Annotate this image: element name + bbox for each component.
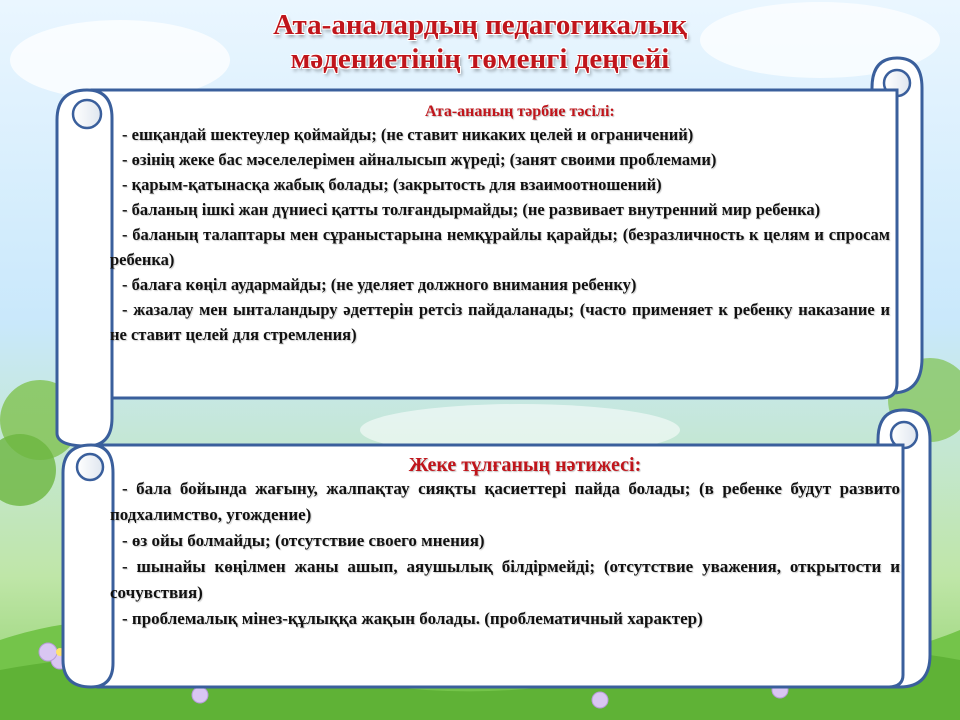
result-item: - өз ойы болмайды; (отсутствие своего мнения) — [122, 531, 485, 550]
result-item: - шынайы көңілмен жаны ашып, аяушылық білдірмейді; (отсутствие уважения, открытости и сочувствия) — [110, 557, 900, 602]
parenting-item: - ешқандай шектеулер қоймайды; (не ставит никаких целей и ограничений) — [122, 125, 694, 144]
parenting-item: - қарым-қатынасқа жабық болады; (закрытость для взаимоотношений) — [122, 175, 662, 194]
parenting-text-area — [110, 102, 890, 347]
result-item: - проблемалық мінез-құлыққа жақын болады. (проблематичный характер) — [122, 609, 703, 628]
result-heading: Жеке тұлғаның нәтижесі: — [408, 454, 642, 476]
parenting-heading: Ата-ананың тәрбие тәсілі: — [425, 103, 615, 120]
parenting-item: - баланың ішкі жан дүниесі қатты толғандырмайды; (не развивает внутренний мир ребенка) — [122, 200, 821, 219]
parenting-item: - өзінің жеке бас мәселелерімен айналысып жүреді; (занят своими проблемами) — [122, 150, 717, 169]
parenting-item: - жазалау мен ынталандыру әдеттерін ретсіз пайдаланады; (часто применяет к ребенку наказание и не ставит целей для стремления) — [110, 300, 890, 344]
result-item: - бала бойында жағыну, жалпақтау сияқты қасиеттері пайда болады; (в ребенке будут развито подхалимство, угождение) — [110, 479, 900, 524]
parenting-item: - баланың талаптары мен сұраныстарына немқұрайлы қарайды; (безразличность к целям и спросам ребенка) — [110, 225, 890, 269]
parenting-item: - балаға көңіл аудармайды; (не уделяет должного внимания ребенку) — [122, 275, 637, 294]
result-text-area — [110, 454, 900, 632]
title-line-1: Ата-аналардың педагогикалық — [273, 9, 687, 41]
title-line-2: мәдениетінің төменгі деңгейі — [290, 43, 670, 75]
